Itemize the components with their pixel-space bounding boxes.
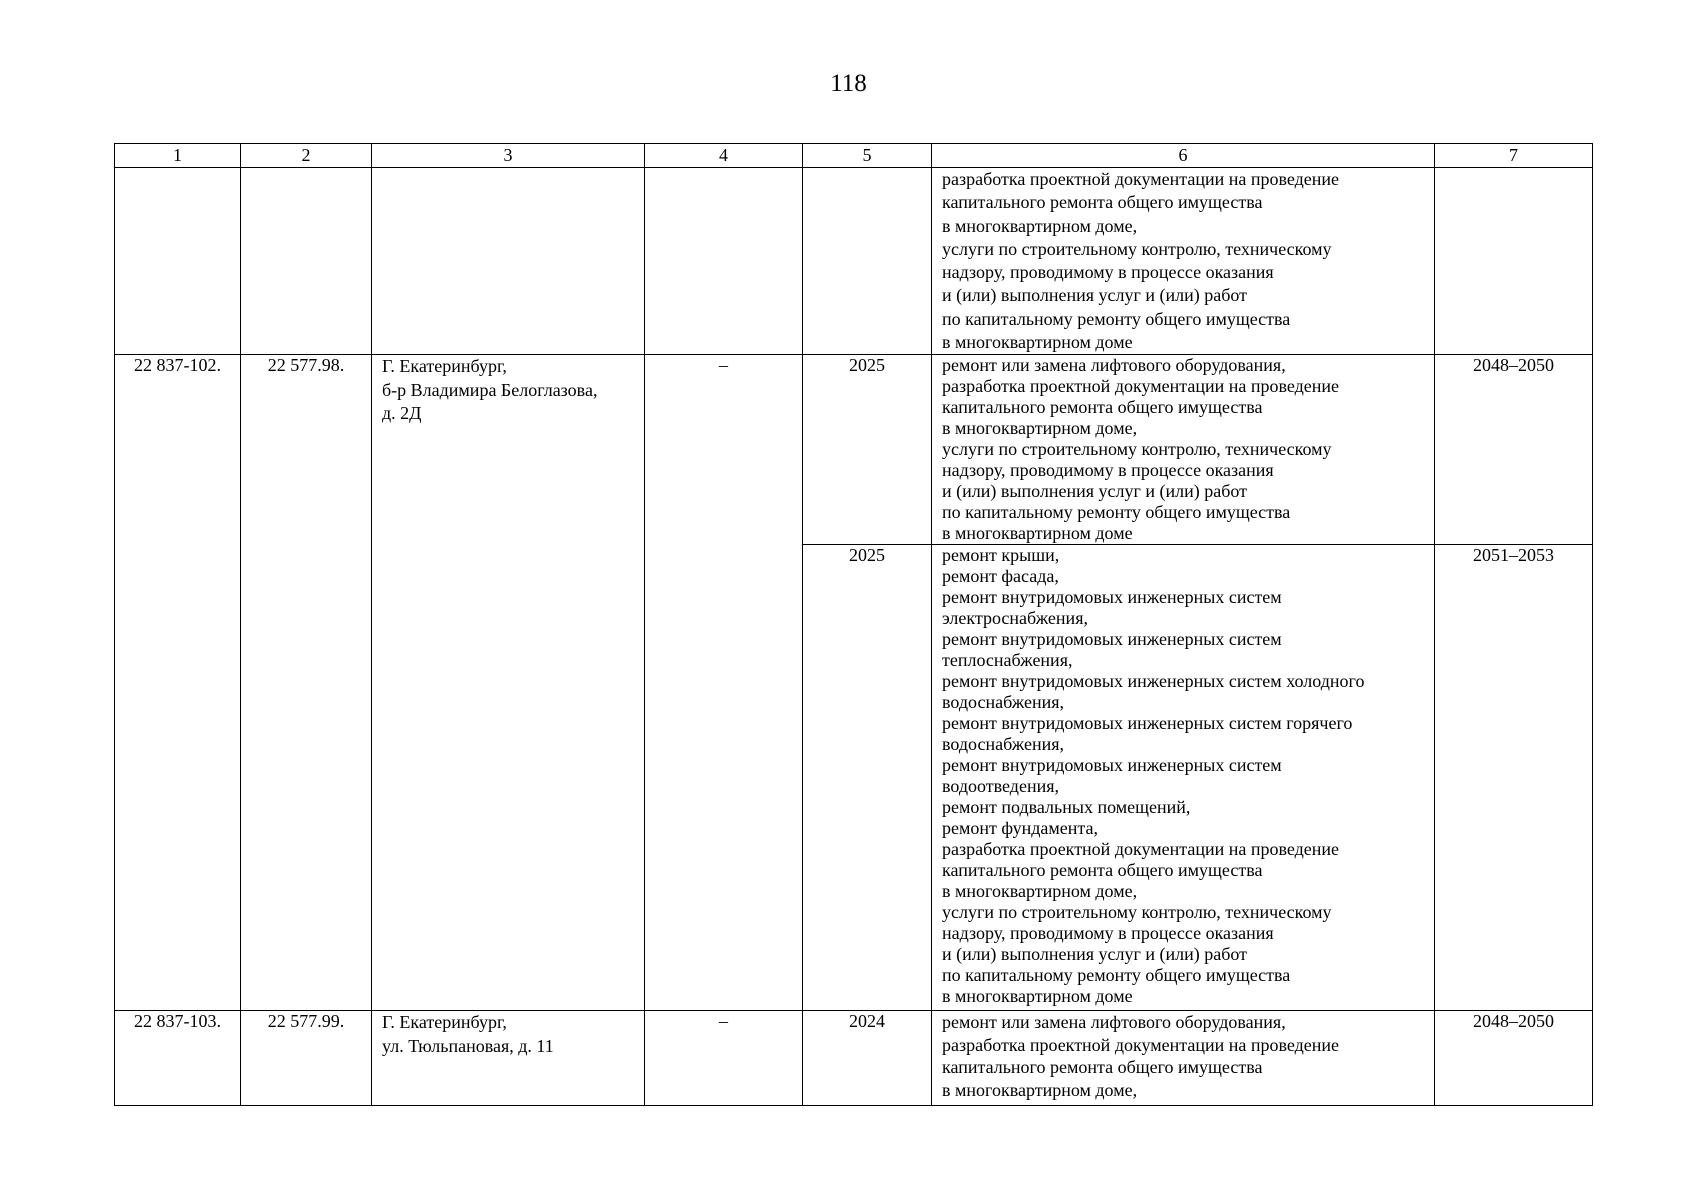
works-cell (932, 1011, 1435, 1106)
work-line: по капитальному ремонту общего имущества (942, 502, 1291, 523)
work-line: разработка проектной документации на проведение (942, 839, 1340, 860)
work-line: услуги по строительному контролю, техническому (942, 238, 1332, 259)
period-cell: 2051–2053 (1435, 545, 1593, 1011)
work-line: водоснабжения, (942, 692, 1065, 713)
work-line: капитального ремонта общего имущества (942, 192, 1263, 213)
column-header-1: 1 (115, 144, 241, 168)
work-line: услуги по строительному контролю, техническому (942, 439, 1332, 460)
work-line: в многоквартирном доме (942, 332, 1133, 353)
work-line: ремонт фасада, (942, 566, 1059, 587)
address-line: б-р Владимира Белоглазова, (382, 379, 598, 400)
address-line: ул. Тюльпановая, д. 11 (382, 1035, 554, 1056)
column-header-7: 7 (1435, 144, 1593, 168)
address-cell (372, 355, 645, 1011)
work-line: по капитальному ремонту общего имущества (942, 965, 1291, 986)
table-row-continuation (115, 168, 1593, 355)
column-header-5: 5 (803, 144, 932, 168)
work-line: надзору, проводимому в процессе оказания (942, 262, 1274, 283)
work-line: капитального ремонта общего имущества (942, 860, 1263, 881)
header-row (115, 144, 1593, 168)
period-cell: 2048–2050 (1435, 1011, 1593, 1106)
work-line: и (или) выполнения услуг и (или) работ (942, 944, 1248, 965)
work-line: ремонт крыши, (942, 545, 1060, 566)
cell-empty (241, 168, 372, 355)
work-line: ремонт или замена лифтового оборудования, (942, 1012, 1286, 1033)
table-row (115, 355, 1593, 545)
record-number-cell: 22 837-102. (115, 355, 241, 1011)
record-code-cell: 22 577.99. (241, 1011, 372, 1106)
column-header-6: 6 (932, 144, 1435, 168)
work-line: теплоснабжения, (942, 650, 1073, 671)
work-line: надзору, проводимому в процессе оказания (942, 460, 1274, 481)
work-line: услуги по строительному контролю, техническому (942, 902, 1332, 923)
work-line: ремонт подвальных помещений, (942, 797, 1191, 818)
works-cell (932, 168, 1435, 355)
work-line: капитального ремонта общего имущества (942, 1057, 1263, 1078)
table-row (115, 1011, 1593, 1106)
year-cell: 2024 (803, 1011, 932, 1106)
column-4-cell: – (645, 1011, 803, 1106)
works-cell (932, 355, 1435, 545)
address-line: Г. Екатеринбург, (382, 356, 507, 377)
work-line: разработка проектной документации на проведение (942, 1034, 1340, 1055)
column-header-2: 2 (241, 144, 372, 168)
work-line: ремонт внутридомовых инженерных систем горячего (942, 713, 1353, 734)
work-line: в многоквартирном доме, (942, 215, 1138, 236)
work-line: ремонт внутридомовых инженерных систем (942, 629, 1282, 650)
work-line: ремонт фундамента, (942, 818, 1098, 839)
work-line: ремонт внутридомовых инженерных систем холодного (942, 671, 1365, 692)
column-header-3: 3 (372, 144, 645, 168)
work-line: по капитальному ремонту общего имущества (942, 308, 1291, 329)
capital-repair-table (114, 143, 1593, 1106)
work-line: водоснабжения, (942, 734, 1065, 755)
work-line: разработка проектной документации на проведение (942, 169, 1340, 189)
page-number: 118 (830, 70, 867, 97)
work-line: в многоквартирном доме, (942, 1079, 1138, 1100)
work-line: ремонт внутридомовых инженерных систем (942, 587, 1282, 608)
work-line: и (или) выполнения услуг и (или) работ (942, 285, 1248, 306)
address-line: Г. Екатеринбург, (382, 1012, 507, 1033)
work-line: ремонт или замена лифтового оборудования, (942, 355, 1286, 376)
work-line: капитального ремонта общего имущества (942, 397, 1263, 418)
works-cell (932, 545, 1435, 1011)
cell-empty (1435, 168, 1593, 355)
cell-empty (645, 168, 803, 355)
period-cell: 2048–2050 (1435, 355, 1593, 545)
address-line: д. 2Д (382, 402, 422, 423)
column-header-4: 4 (645, 144, 803, 168)
record-code-cell: 22 577.98. (241, 355, 372, 1011)
work-line: разработка проектной документации на проведение (942, 376, 1340, 397)
cell-empty (372, 168, 645, 355)
cell-empty (803, 168, 932, 355)
work-line: электроснабжения, (942, 608, 1088, 629)
work-line: и (или) выполнения услуг и (или) работ (942, 481, 1248, 502)
record-number-cell: 22 837-103. (115, 1011, 241, 1106)
column-4-cell: – (645, 355, 803, 1011)
work-line: в многоквартирном доме (942, 523, 1133, 544)
work-line: ремонт внутридомовых инженерных систем (942, 755, 1282, 776)
work-line: водоотведения, (942, 776, 1059, 797)
address-cell (372, 1011, 645, 1106)
year-cell: 2025 (803, 545, 932, 1011)
cell-empty (115, 168, 241, 355)
work-line: в многоквартирном доме, (942, 418, 1138, 439)
work-line: в многоквартирном доме (942, 986, 1133, 1007)
year-cell: 2025 (803, 355, 932, 545)
work-line: надзору, проводимому в процессе оказания (942, 923, 1274, 944)
work-line: в многоквартирном доме, (942, 881, 1138, 902)
